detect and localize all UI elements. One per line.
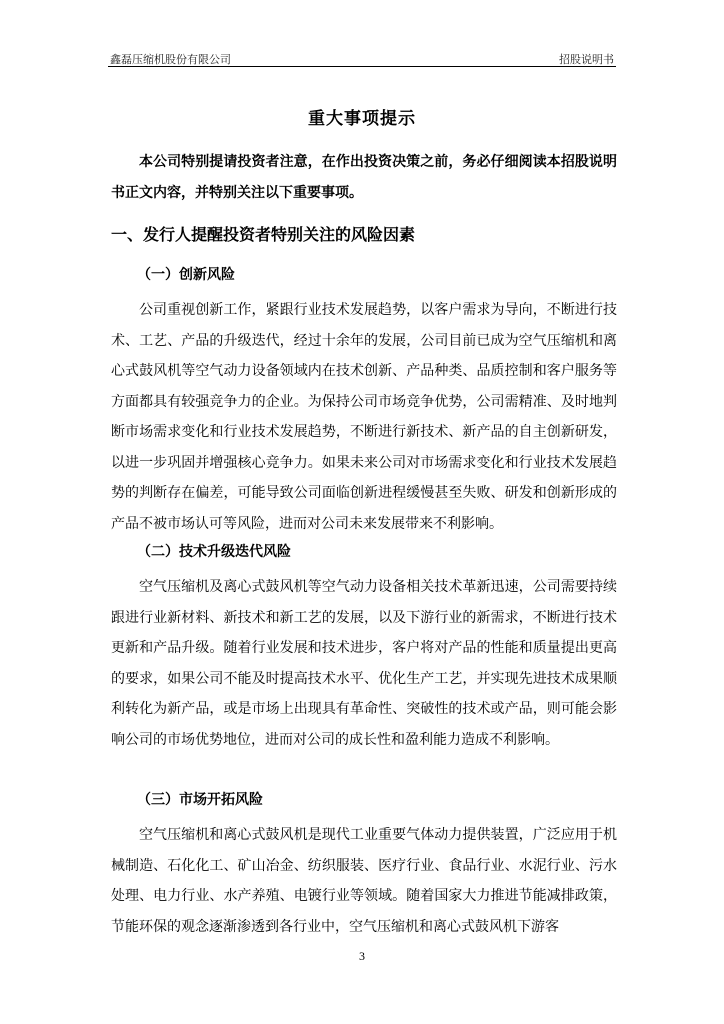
subsection-heading-tech-upgrade: （二）技术升级迭代风险 (137, 544, 291, 560)
intro-paragraph: 本公司特别提请投资者注意，在作出投资决策之前，务必仔细阅读本招股说明书正文内容，并特别关注以下重要事项。 (111, 154, 617, 201)
page-title: 重大事项提示 (308, 109, 416, 129)
page-header (108, 50, 616, 67)
subsection-heading-market: （三）市场开拓风险 (137, 792, 263, 808)
section-heading: 一、发行人提醒投资者特别关注的风险因素 (111, 225, 416, 244)
subsection-heading-innovation: （一）创新风险 (137, 267, 235, 283)
paragraph-market-risk: 空气压缩机和离心式鼓风机是现代工业重要气体动力提供装置，广泛应用于机械制造、石化化工、矿山冶金、纺织服装、医疗行业、食品行业、水泥行业、污水处理、电力行业、水产养殖、电镀行业等领域。随着国家大力推进节能减排政策，节能环保的观念逐渐渗透到各行业中，空气压缩机和离心式鼓风机下游客 (111, 827, 617, 935)
paragraph-innovation-risk: 公司重视创新工作，紧跟行业技术发展趋势，以客户需求为导向，不断进行技术、工艺、产品的升级迭代，经过十余年的发展，公司目前已成为空气压缩机和离心式鼓风机等空气动力设备领域内在技术创新、产品种类、品质控制和客户服务等方面都具有较强竞争力的企业。为保持公司市场竞争优势，公司需精准、及时地判断市场需求变化和行业技术发展趋势，不断进行新技术、新产品的自主创新研发，以进一步巩固并增强核心竞争力。如果未来公司对市场需求变化和行业技术发展趋势的判断存在偏差，可能导致公司面临创新进程缓慢甚至失败、研发和创新形成的产品不被市场认可等风险，进而对公司未来发展带来不利影响。 (111, 302, 617, 532)
paragraph-tech-upgrade-risk: 空气压缩机及离心式鼓风机等空气动力设备相关技术革新迅速，公司需要持续跟进行业新材料、新技术和新工艺的发展，以及下游行业的新需求，不断进行技术更新和产品升级。随着行业发展和技术进步，客户将对产品的性能和质量提出更高的要求，如果公司不能及时提高技术水平、优化生产工艺，并实现先进技术成果顺利转化为新产品，或是市场上出现具有革命性、突破性的技术或产品，则可能会影响公司的市场优势地位，进而对公司的成长性和盈利能力造成不利影响。 (111, 579, 617, 748)
header-company-name: 鑫磊压缩机股份有限公司 (110, 53, 231, 66)
header-document-type: 招股说明书 (559, 53, 614, 66)
page-number: 3 (359, 949, 365, 963)
